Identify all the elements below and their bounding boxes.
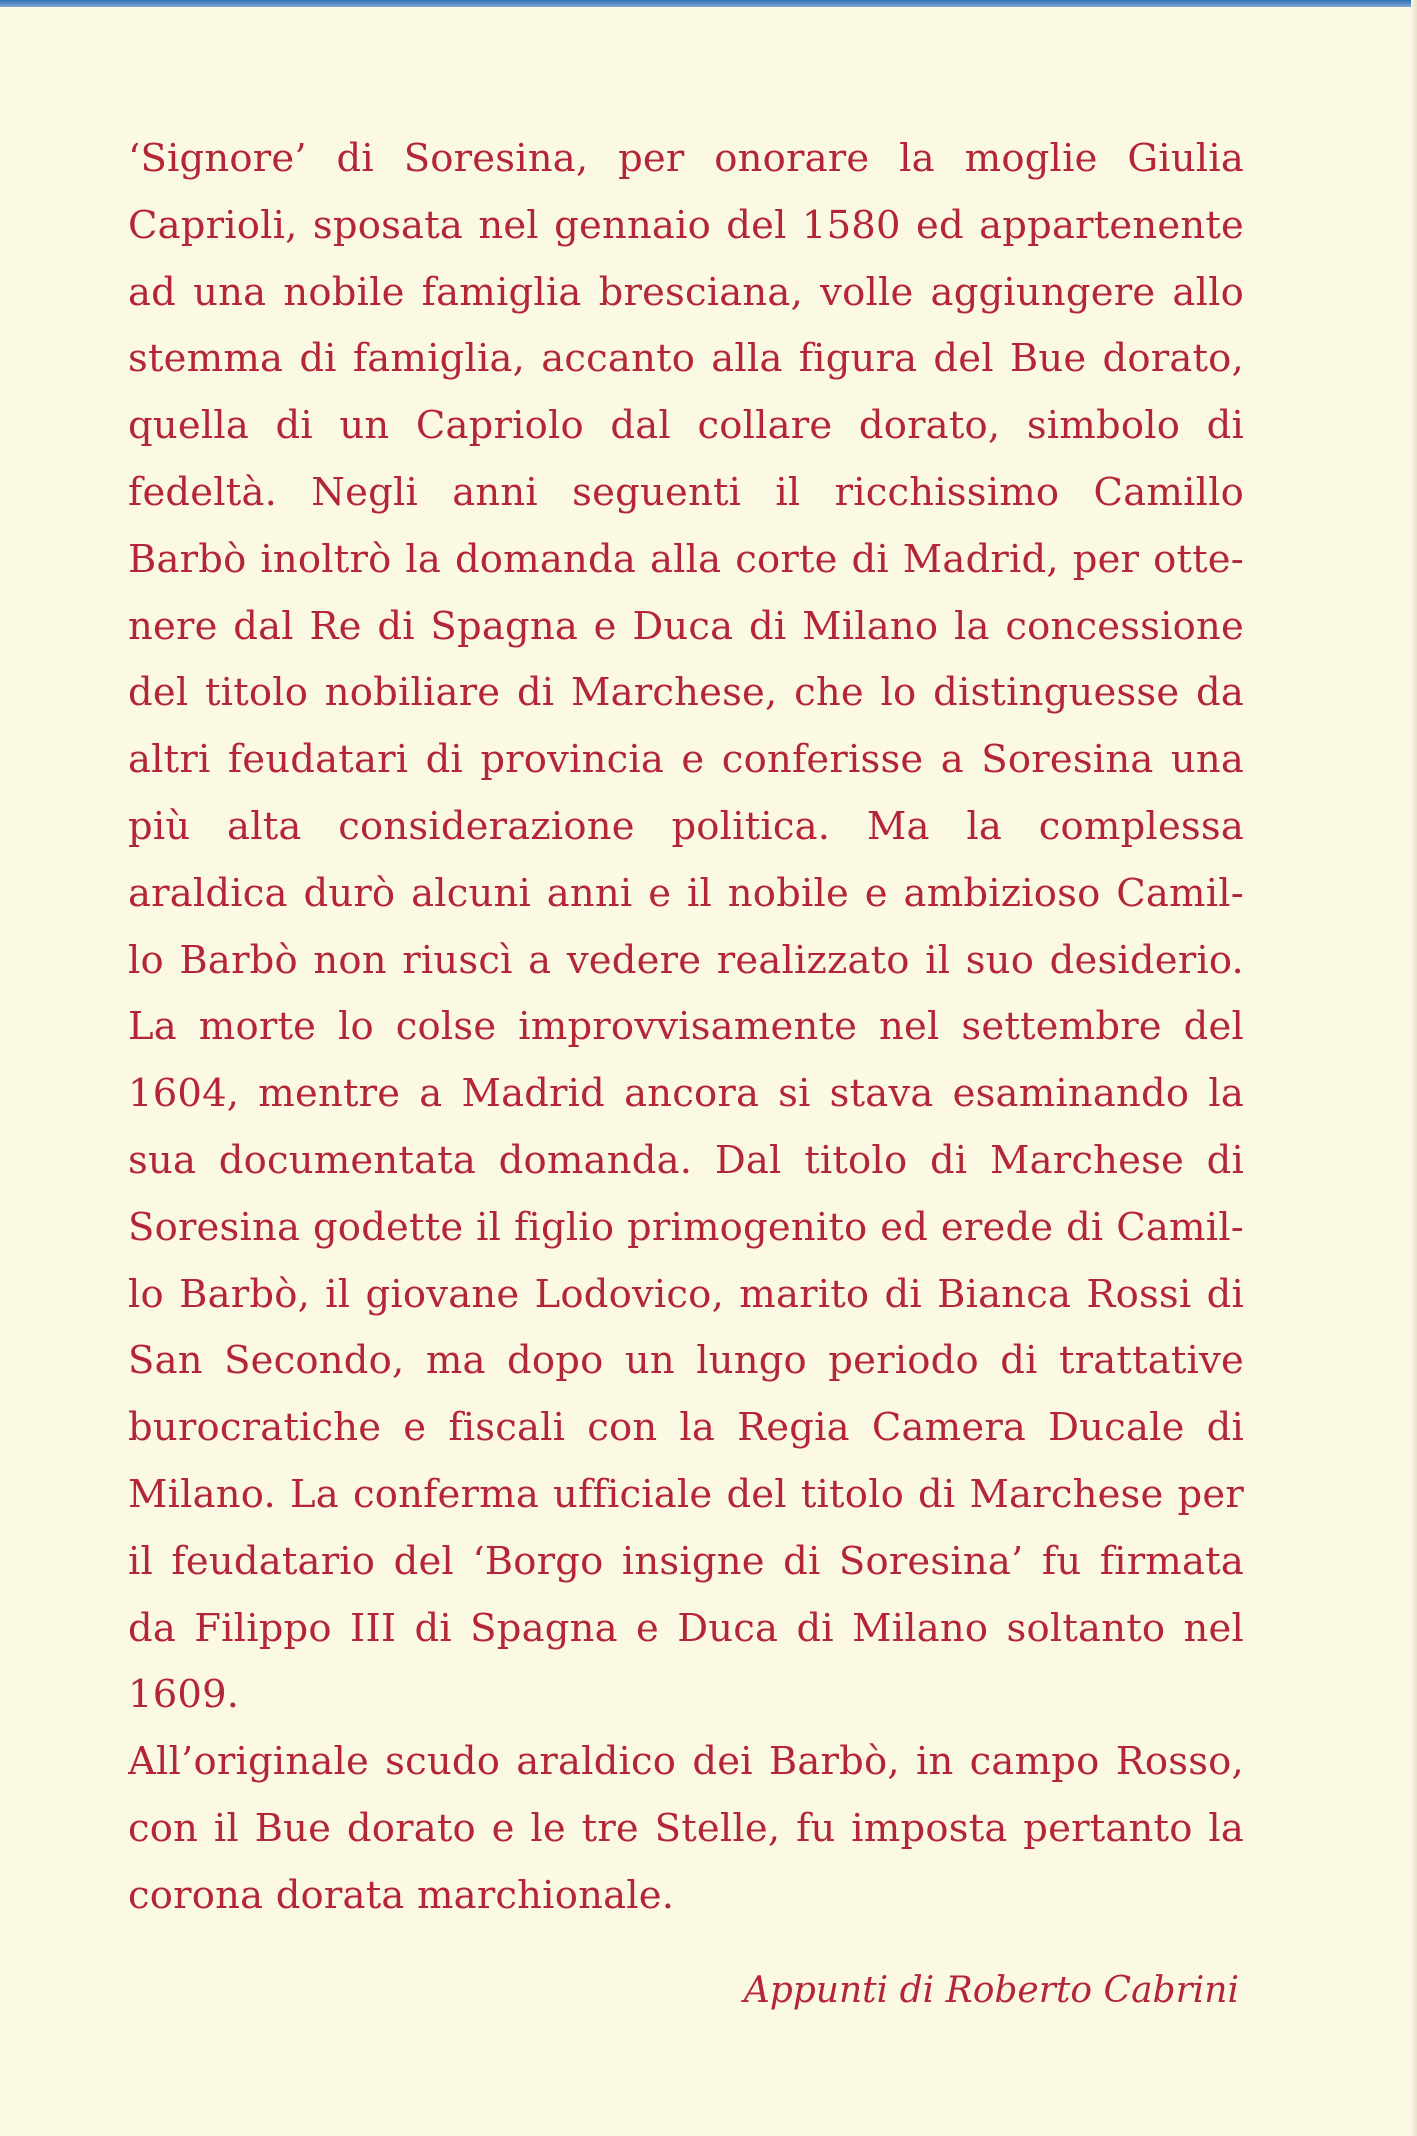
text-line-19: San Secondo, ma dopo un lungo periodo di trattative bbox=[128, 1338, 1244, 1384]
text-line-7: Barbò inoltrò la domanda alla corte di Madrid, per otte- bbox=[128, 536, 1244, 582]
text-line-14: La morte lo colse improvvisamente nel settembre del bbox=[128, 1004, 1244, 1050]
text-line-26: con il Bue dorato e le tre Stelle, fu imposta pertanto la bbox=[128, 1805, 1244, 1851]
text-line-11: più alta considerazione politica. Ma la complessa bbox=[128, 803, 1244, 849]
text-line-6: fedeltà. Negli anni seguenti il ricchissimo Camillo bbox=[128, 469, 1244, 515]
attribution: Appunti di Roberto Cabrini bbox=[743, 1970, 1239, 2011]
text-line-1: ‘Signore’ di Soresina, per onorare la moglie Giulia bbox=[128, 136, 1244, 181]
text-line-17: Soresina godette il figlio primogenito ed erede di Camil- bbox=[128, 1204, 1244, 1250]
text-line-27: corona dorata marchionale. bbox=[128, 1872, 675, 1918]
text-line-4: stemma di famiglia, accanto alla figura del Bue dorato, bbox=[128, 336, 1244, 382]
page-edge-shadow bbox=[1411, 0, 1417, 2136]
top-border bbox=[0, 0, 1417, 7]
text-line-5: quella di un Capriolo dal collare dorato, simbolo di bbox=[128, 403, 1244, 449]
body-text bbox=[128, 126, 1244, 1930]
text-line-18: lo Barbò, il giovane Lodovico, marito di Bianca Rossi di bbox=[128, 1271, 1244, 1317]
text-line-10: altri feudatari di provincia e conferisse a Soresina una bbox=[128, 737, 1244, 783]
text-line-25: All’originale scudo araldico dei Barbò, in campo Rosso, bbox=[128, 1739, 1244, 1785]
text-line-9: del titolo nobiliare di Marchese, che lo distinguesse da bbox=[128, 670, 1244, 716]
text-line-16: sua documentata domanda. Dal titolo di Marchese di bbox=[128, 1137, 1244, 1183]
text-line-13: lo Barbò non riuscì a vedere realizzato il suo desiderio. bbox=[128, 937, 1244, 983]
text-line-24: 1609. bbox=[128, 1672, 240, 1718]
text-line-3: ad una nobile famiglia bresciana, volle aggiungere allo bbox=[128, 269, 1244, 315]
text-line-2: Caprioli, sposata nel gennaio del 1580 ed appartenente bbox=[128, 202, 1244, 248]
text-line-12: araldica durò alcuni anni e il nobile e ambizioso Camil- bbox=[128, 870, 1244, 916]
text-line-21: Milano. La conferma ufficiale del titolo di Marchese per bbox=[128, 1471, 1244, 1517]
text-line-20: burocratiche e fiscali con la Regia Camera Ducale di bbox=[128, 1405, 1244, 1451]
text-line-8: nere dal Re di Spagna e Duca di Milano la concessione bbox=[128, 603, 1244, 649]
text-line-22: il feudatario del ‘Borgo insigne di Soresina’ fu firmata bbox=[128, 1538, 1244, 1584]
text-line-15: 1604, mentre a Madrid ancora si stava esaminando la bbox=[128, 1071, 1244, 1117]
text-line-23: da Filippo III di Spagna e Duca di Milano soltanto nel bbox=[128, 1605, 1244, 1651]
